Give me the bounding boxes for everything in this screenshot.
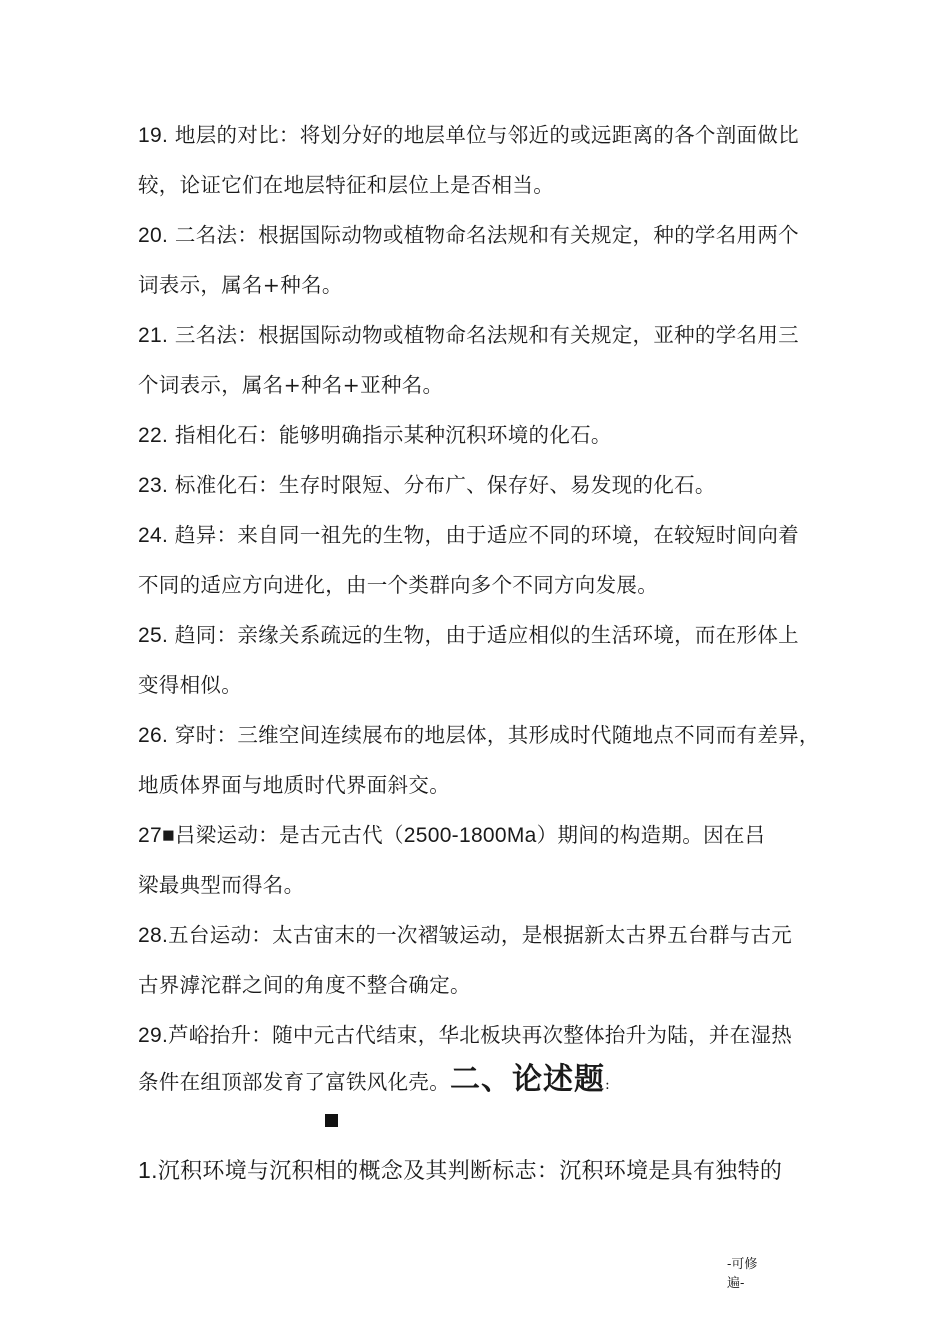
entry-24-cont: 不同的适应方向进化，由一个类群向多个不同方向发展。 bbox=[138, 573, 658, 597]
year-range: 2500-1800Ma bbox=[403, 824, 537, 847]
entry-21 bbox=[138, 321, 799, 350]
entry-28 bbox=[138, 921, 792, 950]
entry-number: 20. bbox=[138, 224, 169, 247]
footer-line-1: -可修 bbox=[727, 1257, 758, 1272]
entry-text: 地层的对比：将划分好的地层单位与邻近的或远距离的各个剖面做比 bbox=[174, 123, 799, 147]
entry-text: 标准化石：生存时限短、分布广、保存好、易发现的化石。 bbox=[174, 473, 716, 497]
entry-text: 二名法：根据国际动物或植物命名法规和有关规定，种的学名用两个 bbox=[174, 223, 799, 247]
entry-text-tail: ）期间的构造期。因在吕 bbox=[536, 823, 766, 847]
entry-text: 指相化石：能够明确指示某种沉积环境的化石。 bbox=[174, 423, 612, 447]
entry-text: 趋同：亲缘关系疏远的生物，由于适应相似的生活环境，而在形体上 bbox=[174, 623, 799, 647]
entry-text: 趋异：来自同一祖先的生物，由于适应不同的环境，在较短时间向着 bbox=[174, 523, 799, 547]
entry-number: 21. bbox=[138, 324, 169, 347]
entry-19 bbox=[138, 121, 799, 150]
entry-21-cont: 个词表示，属名+种名+亚种名。 bbox=[138, 373, 444, 397]
square-bullet-icon bbox=[325, 1114, 338, 1127]
section-heading-colon: : bbox=[605, 1077, 611, 1093]
entry-number: 26. bbox=[138, 724, 169, 747]
entry-number: 28. bbox=[138, 924, 169, 947]
entry-22 bbox=[138, 421, 612, 450]
entry-number: 29. bbox=[138, 1024, 169, 1047]
entry-number: 24. bbox=[138, 524, 169, 547]
entry-20-cont: 词表示，属名+种名。 bbox=[138, 273, 343, 297]
entry-text: 三名法：根据国际动物或植物命名法规和有关规定，亚种的学名用三 bbox=[174, 323, 799, 347]
entry-number: 27■ bbox=[138, 824, 175, 847]
entry-27-cont: 梁最典型而得名。 bbox=[138, 873, 305, 897]
entry-text: 穿时：三维空间连续展布的地层体，其形成时代随地点不同而有差异， bbox=[174, 723, 820, 747]
essay-number: 1. bbox=[138, 1157, 158, 1183]
entry-19-cont: 较，论证它们在地层特征和层位上是否相当。 bbox=[138, 173, 554, 197]
essay-1 bbox=[138, 1156, 782, 1186]
entry-number: 25. bbox=[138, 624, 169, 647]
entry-number: 19. bbox=[138, 124, 169, 147]
essay-text: 沉积环境与沉积相的概念及其判断标志：沉积环境是具有独特的 bbox=[157, 1159, 783, 1184]
entry-text: 五台运动：太古宙末的一次褶皱运动，是根据新太古界五台群与古元 bbox=[168, 923, 793, 947]
entry-27 bbox=[138, 821, 765, 850]
entry-text: 芦峪抬升：随中元古代结束，华北板块再次整体抬升为陆，并在湿热 bbox=[168, 1023, 793, 1047]
entry-number: 23. bbox=[138, 474, 169, 497]
entry-26 bbox=[138, 721, 820, 750]
entry-25-cont: 变得相似。 bbox=[138, 673, 242, 697]
entry-23 bbox=[138, 471, 716, 500]
entry-text: 吕梁运动：是古元古代（ bbox=[174, 823, 404, 847]
footer-line-2: 遍- bbox=[727, 1276, 745, 1291]
entry-29-cont-with-heading bbox=[138, 1062, 611, 1099]
entry-20 bbox=[138, 221, 799, 250]
section-heading: 二、论述题 bbox=[450, 1062, 605, 1097]
entry-28-cont: 古界滹沱群之间的角度不整合确定。 bbox=[138, 973, 471, 997]
entry-24 bbox=[138, 521, 799, 550]
entry-29-cont: 条件在组顶部发育了富铁风化壳。 bbox=[138, 1070, 450, 1094]
entry-25 bbox=[138, 621, 799, 650]
entry-number: 22. bbox=[138, 424, 169, 447]
entry-29 bbox=[138, 1021, 792, 1050]
entry-26-cont: 地质体界面与地质时代界面斜交。 bbox=[138, 773, 450, 797]
